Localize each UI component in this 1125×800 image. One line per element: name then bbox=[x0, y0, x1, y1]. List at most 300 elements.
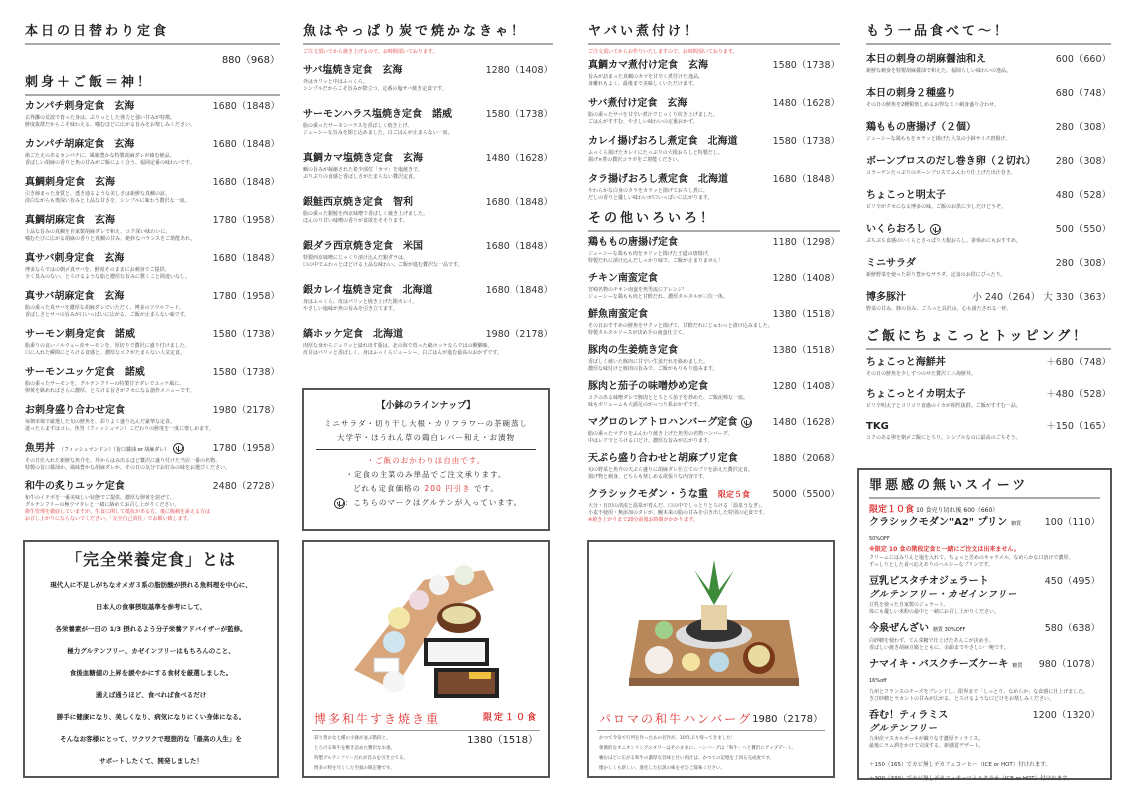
item-name-text: カレイ揚げおろし煮定食 bbox=[588, 136, 698, 147]
item-origin: 北海道 bbox=[698, 174, 728, 185]
feature-price: 1980（2178） bbox=[752, 714, 823, 725]
item-name bbox=[303, 284, 480, 298]
menu-item bbox=[303, 240, 553, 284]
item-price: 1380（1518） bbox=[772, 345, 840, 356]
menu-item bbox=[866, 87, 1111, 121]
item-header bbox=[303, 328, 553, 342]
item-description bbox=[303, 123, 553, 137]
description-line: 豆乳を使った自家製のジェラート。 bbox=[869, 602, 949, 608]
description-line: 卵黄を絡めればさらに濃厚、とろける旨さがクセになる創作メニューです。 bbox=[25, 388, 195, 394]
description-line: 新鮮な刺身を特製胡麻醤油で和えた、福岡らしい味わいの逸品。 bbox=[866, 68, 1012, 74]
item-header bbox=[588, 308, 840, 322]
description-line: 身離れもよく、最後まで美味しくいただけます。 bbox=[588, 81, 698, 87]
description-line: 最後にラム酒をかけて完成する、新感覚デザート。 bbox=[869, 743, 984, 749]
item-header bbox=[866, 291, 1111, 305]
item-header bbox=[869, 658, 1100, 688]
item-warning: ※限定 10 食の階段定食と一緒にご注文は出来ません。 bbox=[869, 546, 1020, 553]
item-name bbox=[866, 356, 1040, 370]
description-line: 特製タルタルソースが決め手の南蛮仕立て。 bbox=[588, 330, 688, 336]
description-line: 白砂糖を使わず、てん菜糖で仕上げたあんこが決め手。 bbox=[869, 638, 994, 644]
description-line: その日おすすめの鮮魚をサクッと揚げて、甘酢だれにじゅわっと漬け込みました。 bbox=[588, 323, 773, 329]
item-name bbox=[866, 223, 1050, 237]
item-price: 1580（1738） bbox=[772, 136, 840, 147]
description-line: その日の鮮魚を少しずつのせた贅沢ミニ海鮮丼。 bbox=[866, 371, 977, 377]
item-description bbox=[866, 136, 1111, 143]
item-origin: 玄海 bbox=[114, 101, 135, 112]
item-description bbox=[588, 323, 840, 337]
description-line: 香ばしい胡麻の香りと魚の甘みがご飯によく合う、福岡定番の味わいです。 bbox=[25, 160, 195, 166]
divider bbox=[597, 730, 825, 731]
concept-lines bbox=[25, 574, 277, 772]
sukiyaki-photo bbox=[334, 550, 524, 700]
item-name-text: 真サバ刺身定食 bbox=[25, 253, 95, 264]
menu-item bbox=[866, 53, 1111, 87]
item-name-text: 呑む！ティラミス bbox=[869, 710, 949, 721]
column-grilled bbox=[303, 24, 553, 372]
item-header bbox=[303, 284, 553, 298]
item-name-text: ミニサラダ bbox=[866, 258, 916, 269]
item-description bbox=[869, 638, 1100, 652]
item-header bbox=[866, 356, 1111, 370]
description-line: だしの香りと優しい味わいが口いっぱいに広がります。 bbox=[588, 195, 713, 201]
item-name-text: カンパチ刺身定食 bbox=[25, 101, 105, 112]
description-line: 博多の粋を尽くした至福の限定膳です。 bbox=[314, 766, 395, 771]
item-price: 小 240（264） 大 330（363） bbox=[972, 292, 1111, 303]
item-name-text: 銀カレイ塩焼き定食 bbox=[303, 285, 393, 296]
description-line: 口の中でふわっとほどける上品な味わい。ご飯が進む贅沢な一品です。 bbox=[303, 262, 463, 268]
item-description bbox=[588, 359, 840, 373]
item-price: 1680（1848） bbox=[212, 177, 280, 188]
item-header bbox=[588, 236, 840, 250]
section-title-toppings: ご飯にちょこっとトッピング！ bbox=[866, 329, 1111, 350]
item-name bbox=[25, 366, 207, 380]
menu-item bbox=[303, 64, 553, 108]
column-sides bbox=[866, 24, 1111, 452]
item-name bbox=[303, 328, 480, 342]
menu-item bbox=[25, 442, 280, 480]
description-line: グルテンフリーの極ウマタレと一緒に絡めてお召し上がりください。 bbox=[25, 502, 180, 508]
item-header bbox=[588, 173, 840, 187]
grilled-note: ご注文頂いてから焼き上げるので、お時間頂いております。 bbox=[303, 49, 438, 55]
description-line: 脂の乗ったマグロをふんわり焼き上げた魚男の名物ハンバーグ。 bbox=[588, 431, 733, 437]
item-origin: 玄海 bbox=[95, 177, 115, 188]
description-line: 味もボリュームも大満足のがっつり系おかずです。 bbox=[588, 402, 703, 408]
gluten-icon bbox=[334, 498, 345, 509]
menu-item bbox=[588, 380, 840, 416]
item-origin: 玄海 bbox=[95, 215, 115, 226]
item-header bbox=[869, 622, 1100, 637]
sweets-box bbox=[857, 468, 1112, 780]
item-price: 280（308） bbox=[1055, 156, 1111, 167]
limited-tag: 限定１０食 bbox=[869, 505, 915, 515]
discount-note bbox=[304, 482, 548, 496]
addon-line: ＋300（330）でカビ無しデカフェオーツミルクラテ（ICE or HOT）付けれます。 bbox=[869, 776, 1073, 782]
item-price: 1780（1958） bbox=[212, 291, 280, 302]
description-line: 噛むほどに広がる和牛の濃厚な旨味と甘い肉汁は、かつての記憶を上回る完成度です。 bbox=[599, 756, 775, 761]
item-description bbox=[25, 419, 280, 433]
item-price: 600（660） bbox=[1055, 54, 1111, 65]
menu-item bbox=[869, 505, 1100, 569]
feature-description bbox=[599, 734, 796, 774]
item-warning: 衛生管理を徹底していますが、生食に関して抵抗がある方、後に腹痛を訴える方は bbox=[25, 509, 211, 515]
item-header bbox=[303, 240, 553, 254]
item-name-text: 鶏ももの唐揚げ定食 bbox=[588, 237, 678, 248]
description-line: ジューシーな鶏もも肉と甘酢だれ、濃厚タルタルが三位一体。 bbox=[588, 294, 728, 300]
item-description bbox=[869, 736, 1100, 750]
item-name bbox=[25, 442, 207, 457]
item-price: 1680（1848） bbox=[485, 241, 553, 252]
description-line: コラーゲンたっぷりのボーンブロスでふんわり仕上げた出汁巻き。 bbox=[866, 170, 1016, 176]
description-line: その日の鮮魚を2種類楽しめるお得なミニ刺身盛り合わせ。 bbox=[866, 102, 1000, 108]
kobachi-title: 【小鉢のラインナップ】 bbox=[376, 401, 476, 411]
item-name-text: 和牛の炙りユッケ定食 bbox=[25, 481, 125, 492]
toppings-list bbox=[866, 356, 1111, 452]
description-line: きび砂糖とラカントの甘みが広がる、とろけるような口どけをお楽しみください。 bbox=[869, 696, 1055, 702]
item-header bbox=[303, 152, 553, 166]
kobachi-line: 大学芋・ほうれん草の鶏白レバー和え・お漬物 bbox=[337, 433, 515, 442]
item-name bbox=[303, 152, 480, 166]
item-description bbox=[25, 305, 280, 319]
item-description bbox=[866, 306, 1111, 313]
description-line: 脂の乗った銀鮭を西京味噌で香ばしく焼き上げました。 bbox=[303, 211, 429, 217]
item-header bbox=[588, 380, 840, 394]
item-header bbox=[866, 420, 1111, 434]
item-name bbox=[866, 189, 1050, 203]
item-price: ＋480（528） bbox=[1046, 389, 1111, 400]
item-origin: 玄海 bbox=[104, 291, 125, 302]
item-price: 1680（1848） bbox=[772, 174, 840, 185]
drink-addons bbox=[869, 758, 1100, 786]
description-line: 中はレアでとろける口どけ、濃厚な旨みが広がります。 bbox=[588, 438, 713, 444]
menu-item bbox=[866, 291, 1111, 325]
description-line: 野菜の甘み、豚の旨み、ごろっと具沢山。心も満たされる一杯。 bbox=[866, 306, 1012, 312]
item-origin: 玄海 bbox=[403, 153, 423, 164]
feature-hamburg bbox=[587, 540, 835, 778]
description-line: ごはんがすすむ、やさしい味わいの定番おかず。 bbox=[588, 119, 698, 125]
item-name bbox=[869, 709, 1027, 723]
item-name-text: 真鯛カマ煮付け定食 bbox=[588, 60, 678, 71]
item-description bbox=[25, 381, 280, 395]
concept-line: 食後血糖値の上昇を緩やかにする食材を厳選しました。 bbox=[69, 669, 233, 677]
menu-item bbox=[25, 328, 280, 366]
item-header bbox=[866, 53, 1111, 67]
item-description bbox=[25, 343, 280, 357]
item-name-text: クラシックモダン"A2" プリン bbox=[869, 517, 1008, 528]
menu-item bbox=[588, 344, 840, 380]
item-header bbox=[588, 135, 840, 149]
item-header bbox=[25, 176, 280, 190]
discount-amount: 200 円引き bbox=[424, 484, 471, 493]
item-name bbox=[869, 575, 1039, 589]
description-line: 香ばしく焼いた豚肉に甘辛い生姜だれを絡めました。 bbox=[588, 359, 709, 365]
description-line: 脂の乗ったサーモンを、グルテンフリーの特製甘辛ダレでユッケ風に。 bbox=[25, 381, 185, 387]
item-name bbox=[866, 257, 1050, 271]
item-origin: 諾威 bbox=[432, 109, 452, 120]
description-line: 歯ごたえのあるカンパチに、風味豊かな特製胡麻ダレが絡む絶品。 bbox=[25, 153, 175, 159]
divider bbox=[312, 730, 540, 731]
item-name-text: チキン南蛮定食 bbox=[588, 273, 658, 284]
item-name-text: 鶏ももの唐揚げ（２個） bbox=[866, 122, 976, 133]
item-name bbox=[303, 108, 480, 122]
item-price: 1580（1738） bbox=[212, 367, 280, 378]
item-name-text: サーモンハラス塩焼き定食 bbox=[303, 109, 422, 120]
item-badge: （フィッシュマンドン）（旨口醤油 or 胡麻ダレ） bbox=[59, 447, 170, 453]
description-line: 脂乗りの良いノルウェー産サーモンを、厚切りで贅沢に盛り付けました。 bbox=[25, 343, 190, 349]
menu-item bbox=[588, 173, 840, 211]
item-header bbox=[25, 290, 280, 304]
item-name-text: 本日の刺身の胡麻醤油和え bbox=[866, 54, 986, 65]
item-name-text: ボーンブロスのだし巻き卵（２切れ） bbox=[866, 156, 1036, 167]
item-name-text: サーモンユッケ定食 bbox=[25, 367, 115, 378]
description-line: コクのある卵を朝〆ご飯にとろり。シンプルなのに最高のごちそう。 bbox=[866, 435, 1021, 441]
item-name bbox=[866, 420, 1040, 434]
item-name-text: 縞ホッケ定食 bbox=[303, 329, 363, 340]
description-line: 特製西京味噌にじっくり漬け込んだ銀ダラは、 bbox=[303, 255, 409, 261]
item-name bbox=[588, 59, 767, 73]
item-subtitle: グルテンフリー bbox=[869, 724, 938, 734]
gluten-icon bbox=[930, 224, 941, 235]
item-header bbox=[866, 388, 1111, 402]
item-description bbox=[866, 170, 1111, 177]
concept-line: 現代人に不足しがちなオメガ３系の脂肪酸が摂れる魚料理を中心に、 bbox=[50, 581, 252, 589]
concept-line: 各栄養素が一日の 1/3 摂れるよう分子栄養アドバイザーが監修。 bbox=[55, 625, 247, 633]
description-line: 迷ったらまずはコレ。魚男（フィッシュマン）こだわりの鮮度を一度に楽しめます。 bbox=[25, 426, 214, 432]
menu-item bbox=[303, 108, 553, 152]
section-title-simmered: ヤバい煮付け！ bbox=[588, 24, 840, 45]
item-price: 1780（1958） bbox=[212, 215, 280, 226]
item-origin: 北海道 bbox=[402, 285, 433, 296]
menu-item bbox=[866, 257, 1111, 291]
item-badge: 糖質 50%OFF bbox=[869, 521, 1022, 542]
feature-sukiyaki bbox=[302, 540, 550, 778]
item-origin: 玄海 bbox=[114, 139, 135, 150]
item-price: 1580（1738） bbox=[485, 109, 553, 120]
item-header bbox=[25, 480, 280, 494]
menu-item bbox=[588, 272, 840, 308]
feature-price: 1380（1518） bbox=[467, 735, 538, 746]
description-line: ふっくら揚げたカレイにたっぷりの大根おろしと特製だし。 bbox=[588, 150, 723, 156]
item-name bbox=[303, 240, 480, 254]
item-name-text: 本日の刺身２種盛り bbox=[866, 88, 956, 99]
item-name-text: 真鯛胡麻定食 bbox=[25, 215, 85, 226]
item-header bbox=[25, 214, 280, 228]
item-name bbox=[588, 135, 767, 149]
section-title-sides: もう一品食べて〜！ bbox=[866, 24, 1111, 45]
section-title-daily: 本日の日替わり定食 bbox=[25, 24, 280, 45]
menu-item bbox=[866, 388, 1111, 420]
item-description bbox=[866, 371, 1111, 378]
item-origin: 玄海 bbox=[382, 65, 403, 76]
item-name-text: 天ぷら盛り合わせと胡麻ブリ定食 bbox=[588, 453, 738, 464]
item-description bbox=[25, 267, 280, 281]
description-line: 揚げ物と刺身、どちらも楽しめる欲張りな内容です。 bbox=[588, 474, 708, 480]
item-price: 680（748） bbox=[1055, 88, 1111, 99]
item-name-text: 銀鮭西京焼き定食 bbox=[303, 197, 383, 208]
item-header bbox=[866, 87, 1111, 101]
description-line: ピリ辛明太子とコリコリ食感のイカが相性抜群。ご飯がすすむ一品。 bbox=[866, 403, 1021, 409]
item-name-text: サーモン刺身定食 bbox=[25, 329, 105, 340]
item-price: 1680（1848） bbox=[485, 197, 553, 208]
concept-line: 勝手に健康になり、美しくなり、病気になりにくい身体になる。 bbox=[56, 713, 246, 721]
item-name-text: お刺身盛り合わせ定食 bbox=[25, 405, 125, 416]
item-description bbox=[303, 299, 553, 313]
item-price: 1680（1848） bbox=[212, 101, 280, 112]
refill-note: ・ご飯のおかわりは自由です。 bbox=[366, 456, 486, 465]
menu-item bbox=[303, 284, 553, 328]
item-header bbox=[869, 575, 1100, 589]
item-name bbox=[866, 155, 1050, 169]
item-description bbox=[25, 458, 280, 472]
item-price: 5000（5500） bbox=[772, 489, 840, 500]
item-name bbox=[588, 344, 767, 358]
menu-item bbox=[303, 328, 553, 372]
item-description bbox=[588, 395, 840, 409]
description-line: ジューシーな鶏ももをカラッと揚げた人気の小鉢サイズ唐揚げ。 bbox=[866, 136, 1011, 142]
gluten-legend-text: ：こちらのマークはグルテンが入っています。 bbox=[344, 498, 523, 507]
description-line: 九州産マスカルポーネが織りなす濃厚ティラミス。 bbox=[869, 736, 984, 742]
item-price: 1980（2178） bbox=[485, 329, 553, 340]
item-description bbox=[588, 251, 840, 265]
item-description bbox=[866, 435, 1111, 442]
item-header bbox=[588, 488, 840, 502]
menu-item bbox=[588, 416, 840, 452]
item-name bbox=[588, 488, 767, 502]
item-price: 1180（1298） bbox=[772, 237, 840, 248]
item-header bbox=[25, 252, 280, 266]
item-name-text: 豚肉の生姜焼き定食 bbox=[588, 345, 678, 356]
item-name bbox=[303, 64, 480, 78]
item-price: 1880（2068） bbox=[772, 453, 840, 464]
gluten-icon bbox=[173, 443, 184, 454]
simmered-list bbox=[588, 59, 840, 211]
description-line: ぷりぷりの食感と香ばしさがたまらない贅沢定食。 bbox=[303, 174, 419, 180]
section-title-sashimi: 刺身＋ご飯＝神！ bbox=[25, 75, 280, 96]
item-description bbox=[866, 102, 1111, 109]
item-description bbox=[25, 153, 280, 167]
description-line: ほんのり甘い味噌の香りが食欲をそそります。 bbox=[303, 218, 408, 224]
item-price: 1580（1738） bbox=[212, 329, 280, 340]
item-header bbox=[866, 121, 1111, 135]
item-price: 580（638） bbox=[1044, 623, 1100, 634]
menu-item bbox=[869, 622, 1100, 652]
description-line: 脂の乗ったサバを甘辛い煮汁でじっくり炊き上げました。 bbox=[588, 112, 718, 118]
item-name-text: カンパチ胡麻定食 bbox=[25, 139, 105, 150]
item-name-text: 真鯛カマ塩焼き定食 bbox=[303, 153, 393, 164]
description-line: その日仕入れた新鮮な魚介を、丼からはみ出るほど贅沢に盛り付けた当店一番の名物。 bbox=[25, 458, 221, 464]
item-description bbox=[303, 167, 553, 181]
item-name-text: マグロのレアトロハンバーグ定食 bbox=[588, 417, 738, 428]
item-name-text: 豚肉と茄子の味噌炒め定食 bbox=[588, 381, 708, 392]
item-description bbox=[866, 272, 1111, 279]
description-line: 懐かしくも新しい、進化した伝説の味をぜひご賞味ください。 bbox=[599, 766, 725, 771]
item-price: 280（308） bbox=[1055, 122, 1111, 133]
description-line: 濃厚な味付けと豚肉の旨みで、ご飯がもりもり進みます。 bbox=[588, 366, 718, 372]
item-name bbox=[25, 290, 207, 304]
item-header bbox=[869, 709, 1100, 723]
item-price: ＋680（748） bbox=[1046, 357, 1111, 368]
item-price: 1480（1628） bbox=[772, 417, 840, 428]
description-line: 肉厚な身からジュワッと溢れ出す脂は、北の海で育った縞ホッケならではの醍醐味。 bbox=[303, 343, 493, 349]
item-price: 1580（1738） bbox=[772, 60, 840, 71]
item-header bbox=[588, 452, 840, 466]
item-price: 1980（2178） bbox=[212, 405, 280, 416]
description-line: 揚げ×煮の贅沢コラボをご堪能ください。 bbox=[588, 157, 683, 163]
item-name-text: タラ揚げおろし煮定食 bbox=[588, 174, 688, 185]
description-line: 宮崎名物のチキン南蛮を魚男流にアレンジ！ bbox=[588, 287, 688, 293]
item-origin: 諾威 bbox=[124, 367, 145, 378]
item-description bbox=[303, 343, 553, 357]
item-price: 1680（1848） bbox=[212, 253, 280, 264]
item-description bbox=[588, 287, 840, 301]
item-name bbox=[25, 176, 207, 190]
section-title-grilled: 魚はやっぱり炭で焼かなきゃ！ bbox=[303, 24, 553, 45]
item-name bbox=[588, 308, 767, 322]
description-line: 特製だれに漬け込んだしっかり味で、ご飯が止まりません！ bbox=[588, 258, 723, 264]
description-line: 身はふっくら、皮はパリッと焼き上げた銀カレイ。 bbox=[303, 299, 418, 305]
item-name bbox=[588, 416, 767, 430]
daily-price: 880（968） bbox=[221, 55, 280, 66]
item-origin: 智利 bbox=[393, 197, 413, 208]
description-line: 新鮮野菜を使った彩り豊かなサラダ。定食のお供にぴったり。 bbox=[866, 272, 1006, 278]
menu-item bbox=[588, 488, 840, 524]
item-name bbox=[25, 328, 207, 342]
column-daily-sashimi bbox=[25, 24, 280, 523]
menu-item bbox=[869, 709, 1100, 750]
concept-line: サポートしたくて、開発しました！ bbox=[99, 757, 203, 765]
item-name bbox=[866, 53, 1050, 67]
description-line: コクのある味噌ダレで豚肉ととろとろ茄子を炒めた、ご飯泥棒な一皿。 bbox=[588, 395, 749, 401]
item-price: 1200（1320） bbox=[1032, 710, 1100, 721]
description-line: かつて今泉で行列を作ったあの名作が、10年ぶり帰ってきました！ bbox=[599, 736, 736, 741]
menu-item bbox=[588, 97, 840, 135]
description-line: 旬の野菜と魚介の天ぷら盛りに胡麻ダレ仕立てのブリを添えた贅沢定食。 bbox=[588, 467, 753, 473]
menu-item bbox=[866, 121, 1111, 155]
menu-item bbox=[25, 252, 280, 290]
feature-title: パロマの和牛ハンバーグ bbox=[599, 712, 753, 726]
item-description bbox=[588, 431, 840, 445]
item-name-text: ちょこっとイカ明太子 bbox=[866, 389, 966, 400]
description-line: 九州とフランスのチーズをブレンドし、限界まで「しっとり、なめらか」な食感に仕上げました。 bbox=[869, 689, 1089, 695]
item-origin: 玄海 bbox=[667, 98, 688, 109]
description-line: クリームにはみりんと塩を入れて、ちょっと苦めのキャラメル。なめらかな口溶けで濃厚、 bbox=[869, 555, 1074, 561]
item-name-text: 博多豚汁 bbox=[866, 292, 906, 303]
section-title-other: その他いろいろ！ bbox=[588, 211, 840, 232]
item-name-text: ちょこっと明太子 bbox=[866, 190, 946, 201]
description-line: 和牛のイチボを一番美味しい状態でご提供。濃厚な卵黄を混ぜて、 bbox=[25, 495, 175, 501]
menu-item bbox=[25, 138, 280, 176]
item-price: 1480（1628） bbox=[485, 153, 553, 164]
menu-item bbox=[25, 176, 280, 214]
item-price: 1780（1958） bbox=[212, 443, 280, 454]
item-name bbox=[588, 173, 767, 187]
item-description bbox=[303, 211, 553, 225]
description-line: やわらかな白身のタラをカラッと揚げておろし煮に。 bbox=[588, 188, 708, 194]
item-description bbox=[588, 150, 840, 164]
item-name-text: サバ塩焼き定食 bbox=[303, 65, 373, 76]
item-price: 100（110） bbox=[1044, 517, 1100, 528]
description-line: 玄界灘の荒波で育った身は、ぷりっとした弾力と強い甘みが特徴。 bbox=[25, 115, 176, 121]
item-description bbox=[866, 68, 1111, 75]
menu-item bbox=[866, 155, 1111, 189]
item-name bbox=[303, 196, 480, 210]
description-line: 小麦不使用・無添加のタレが、鰻本来の脂の甘みを引き出した特別の定食です。 bbox=[588, 510, 768, 516]
item-name bbox=[869, 622, 1039, 637]
limited-badge: 限定５食 bbox=[717, 490, 750, 499]
menu-item bbox=[303, 196, 553, 240]
item-name bbox=[866, 291, 966, 305]
item-price: 1280（1408） bbox=[772, 273, 840, 284]
item-description bbox=[25, 229, 280, 243]
